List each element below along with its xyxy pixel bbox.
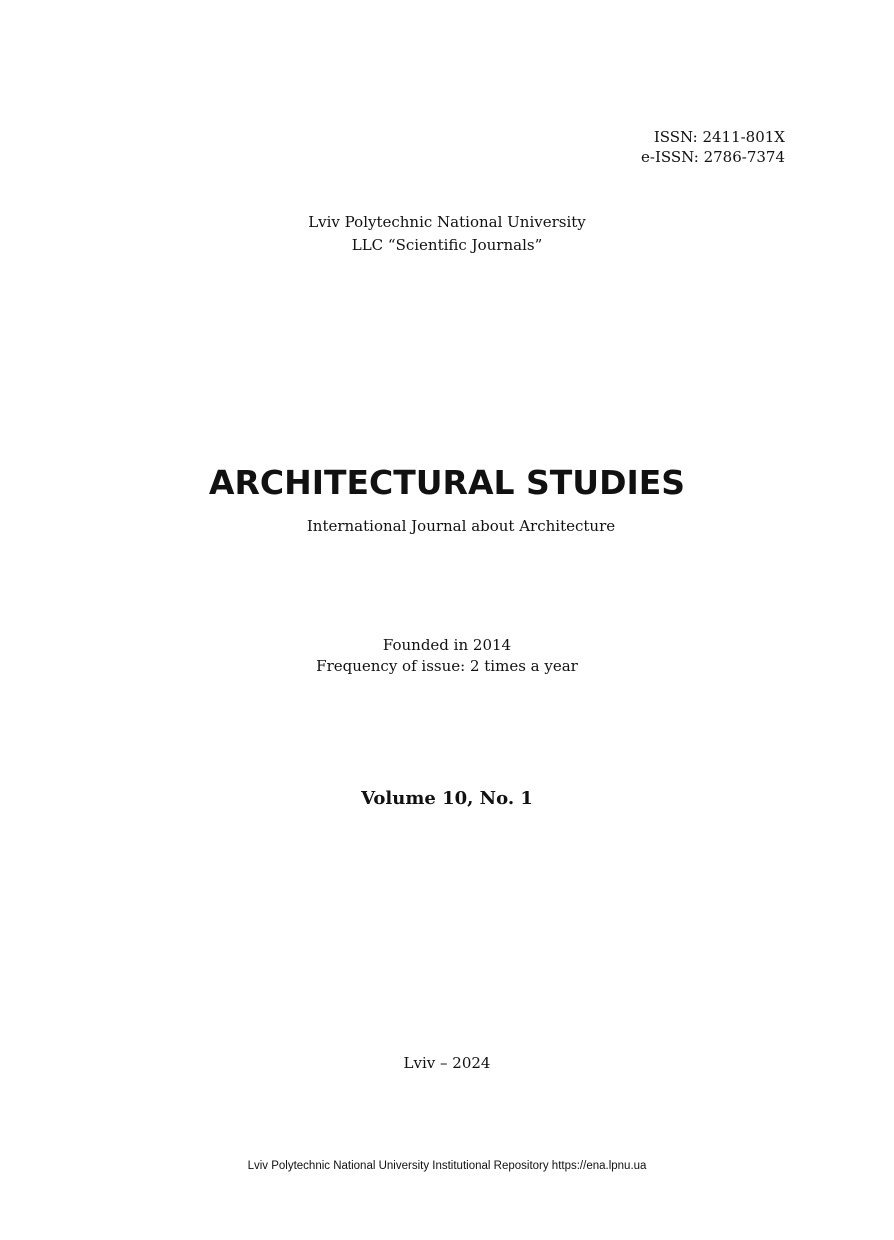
- founded-year: Founded in 2014: [382, 636, 512, 654]
- publisher-block: [0, 211, 894, 257]
- issue-frequency: Frequency of issue: 2 times a year: [316, 657, 578, 675]
- place-year: Lviv – 2024: [403, 1054, 491, 1072]
- volume-number: Volume 10, No. 1: [361, 788, 533, 809]
- repository-footer: Lviv Polytechnic National University Institutional Repository https://ena.lpnu.ua: [247, 1160, 647, 1172]
- journal-info-block: [0, 635, 894, 677]
- journal-subtitle: International Journal about Architecture: [306, 517, 616, 535]
- issn-print: ISSN: 2411-801X: [653, 128, 785, 146]
- issn-electronic: e-ISSN: 2786-7374: [641, 148, 785, 166]
- publisher-university: Lviv Polytechnic National University: [308, 213, 586, 231]
- journal-title: ARCHITECTURAL STUDIES: [208, 463, 686, 502]
- issn-block: [641, 127, 785, 167]
- publisher-company: LLC “Scientific Journals”: [351, 236, 543, 254]
